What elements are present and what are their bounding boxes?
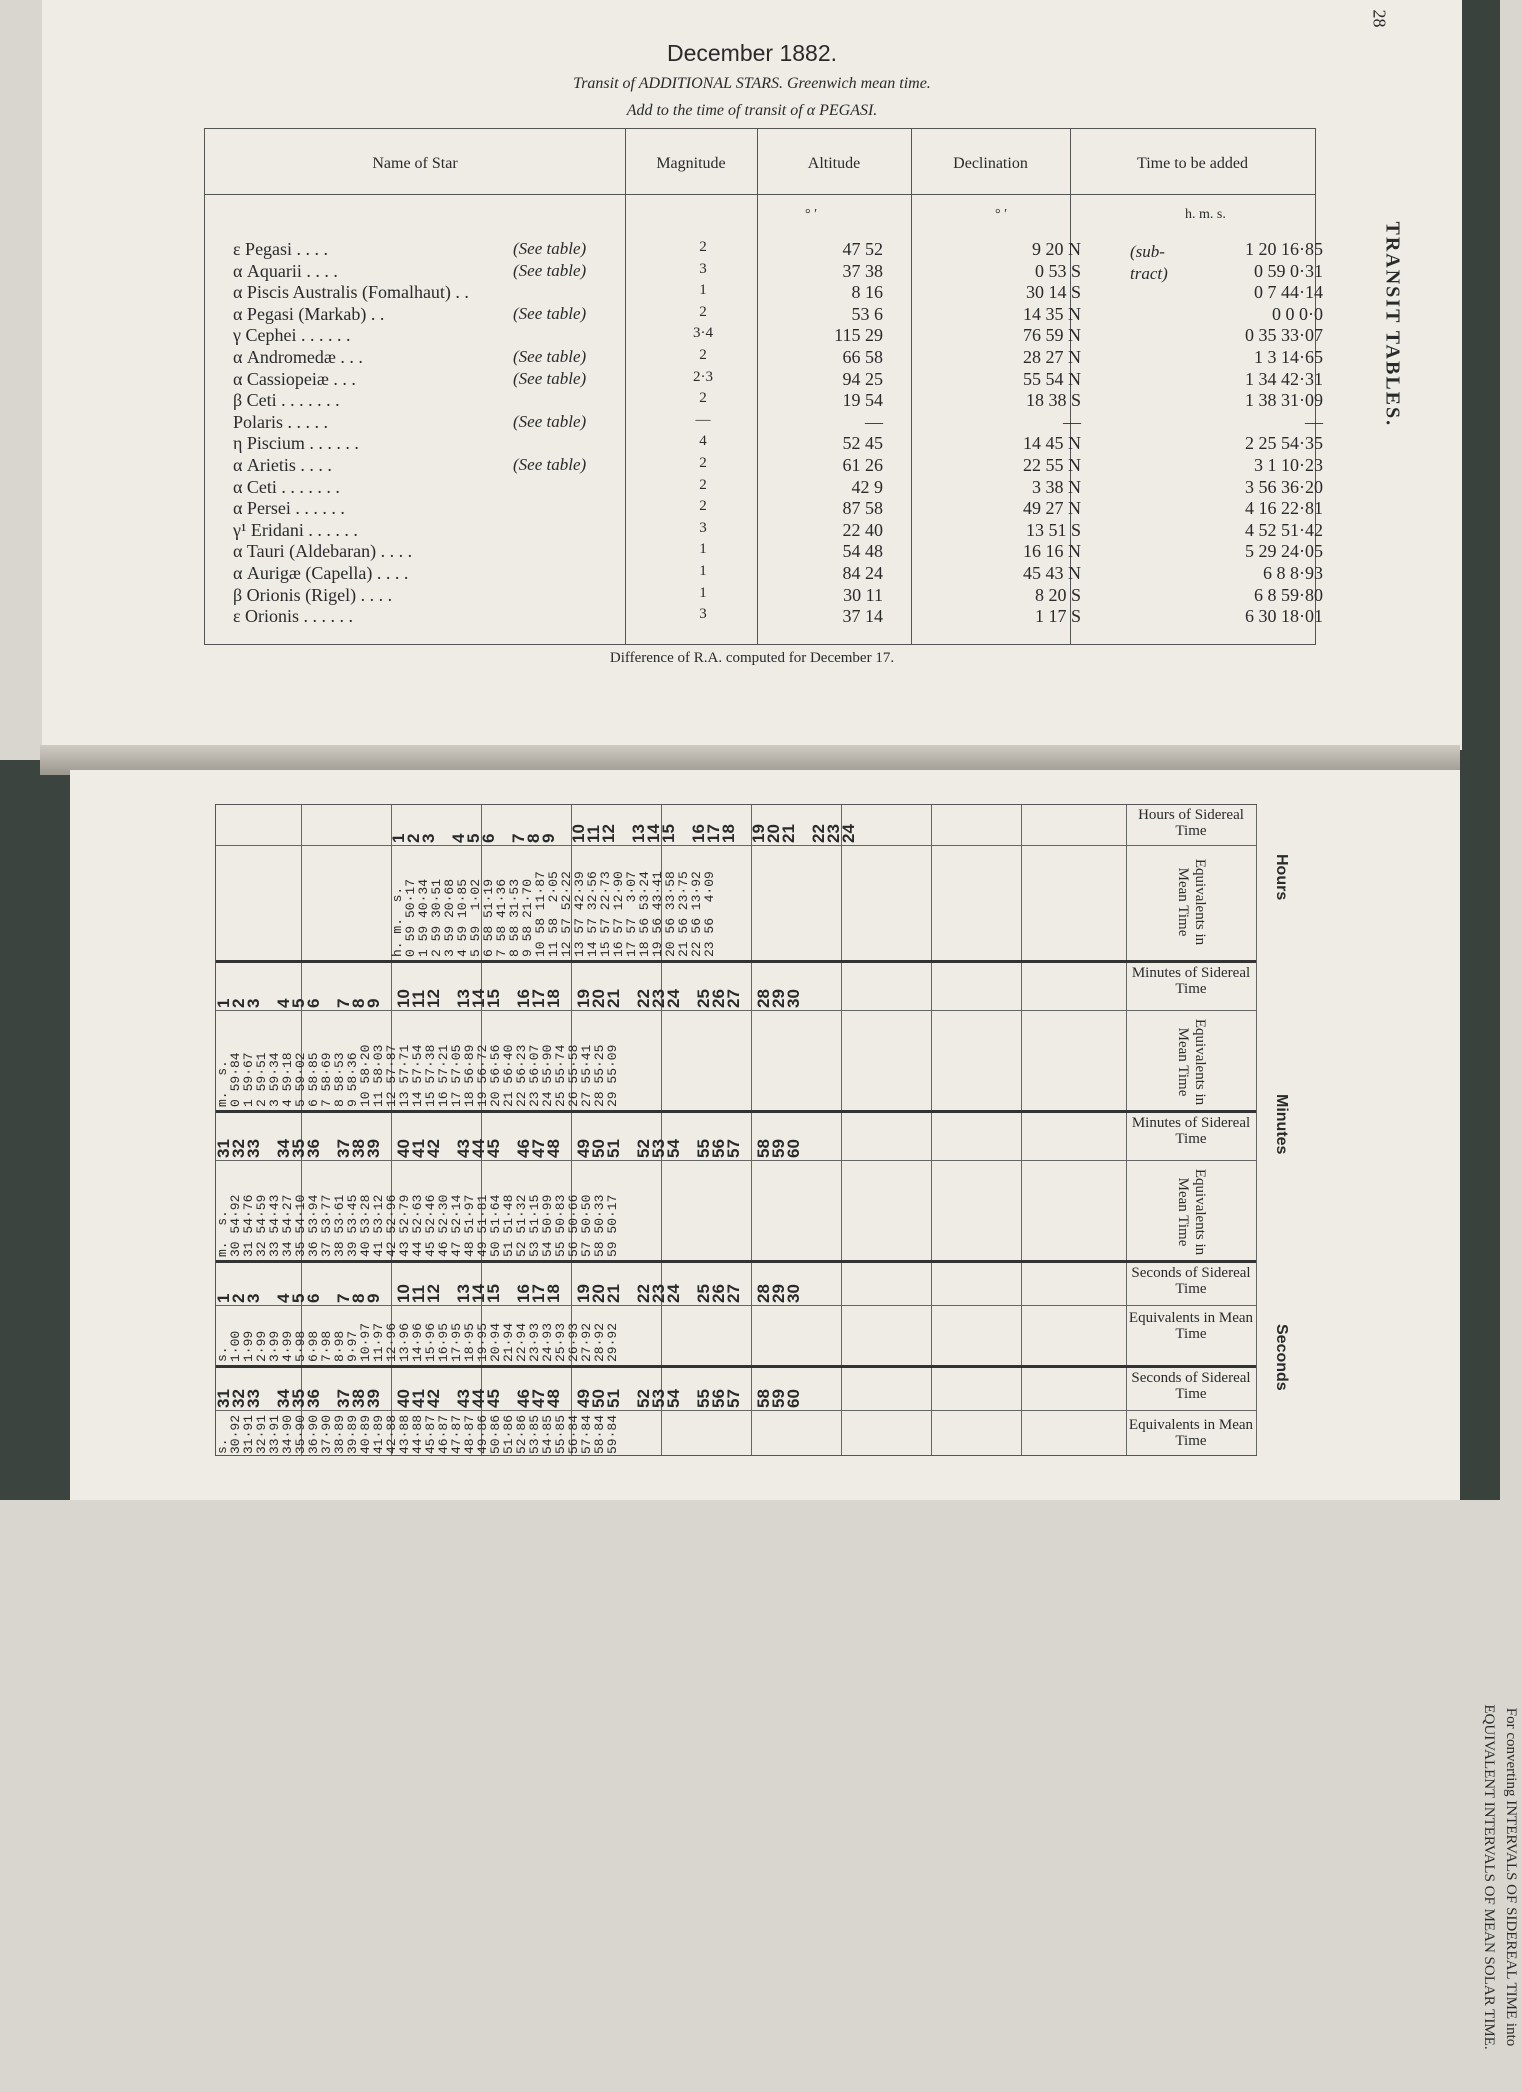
- star-magnitude: 1: [699, 563, 707, 579]
- star-name: γ Cephei . . . . . .: [233, 325, 351, 346]
- header-declination: Declination: [953, 155, 1028, 172]
- minutes-sidereal-args-2: 31 32 33 34 35 36 37 38 39 40 41 42 43 44 45 46 47 48 49 50 51 52 53 54 55 56 57 58 59 60: [214, 1139, 803, 1158]
- hours-sidereal-args: 1 2 3 4 5 6 7 8 9 10 11 12 13 14 15 16 17 18 19 20 21 22 23 24: [389, 824, 858, 843]
- star-altitude: 37 14: [842, 606, 883, 627]
- label-equiv-minutes: Equivalents in Mean Time: [1175, 1018, 1208, 1106]
- star-altitude: —: [865, 411, 883, 432]
- star-name: α Tauri (Aldebaran) . . . .: [233, 541, 413, 562]
- label-minutes-sidereal: Minutes of Sidereal Time: [1131, 965, 1251, 997]
- star-time: 1 34 42·31: [1245, 368, 1323, 389]
- star-time: 6 8 8·93: [1263, 563, 1323, 583]
- star-altitude: 53 6: [851, 303, 883, 324]
- star-magnitude: 3: [699, 606, 707, 623]
- label-minutes-sidereal-2: Minutes of Sidereal Time: [1131, 1115, 1251, 1147]
- star-name: β Orionis (Rigel) . . . .: [233, 584, 393, 605]
- star-declination: 14 35 N: [1023, 303, 1081, 324]
- star-name: α Cassiopeiæ . . .: [233, 368, 356, 389]
- star-altitude: 84 24: [842, 563, 883, 583]
- unit-time: h. m. s.: [1185, 207, 1226, 222]
- star-declination: 14 45 N: [1023, 433, 1081, 454]
- star-time: 4 16 22·81: [1245, 498, 1323, 519]
- star-altitude: 8 16: [851, 282, 883, 303]
- label-equiv-hours: Equivalents in Mean Time: [1175, 858, 1208, 946]
- star-declination: 0 53 S: [1034, 260, 1081, 281]
- star-name: α Piscis Australis (Fomalhaut) . .: [233, 282, 469, 303]
- label-seconds-equiv-2: Equivalents in Mean Time: [1128, 1417, 1254, 1449]
- star-name: β Ceti . . . . . . .: [233, 390, 340, 411]
- star-time: 1 38 31·09: [1245, 390, 1323, 411]
- star-time: —: [1305, 411, 1323, 432]
- star-magnitude: 3: [699, 260, 707, 277]
- label-seconds-equiv: Equivalents in Mean Time: [1128, 1310, 1254, 1342]
- star-name: Polaris . . . . .: [233, 411, 329, 432]
- label-seconds-sidereal: Seconds of Sidereal Time: [1131, 1265, 1251, 1297]
- star-magnitude: 2: [699, 347, 707, 363]
- star-altitude: 22 40: [842, 519, 883, 540]
- star-altitude: 37 38: [842, 260, 883, 281]
- star-time: 3 1 10·23: [1254, 455, 1323, 475]
- star-magnitude: 2: [699, 455, 707, 471]
- book-cover-right: [1460, 0, 1500, 1500]
- unit-altitude: ° ′: [805, 207, 818, 222]
- header-name: Name of Star: [372, 155, 458, 172]
- seconds-equivalents-2: s. 30·92 31·91 32·91 33·91 34·90 35·90 36·90 37·90 38·89 39·89 40·89 41·89 42·88 43·88 44·88 45·87 46·87 47·87 48·87 49·86 50·86 51·86 52·86 53·85 54·85 55·85 56·84 57·84 58·84 59·84: [215, 1414, 620, 1454]
- header-magnitude: Magnitude: [656, 155, 726, 172]
- lower-page: [70, 770, 1519, 2050]
- star-name: α Andromedæ . . .: [233, 347, 363, 367]
- see-table-note: (See table): [513, 347, 587, 366]
- star-declination: 55 54 N: [1023, 368, 1081, 389]
- star-altitude: 19 54: [842, 390, 883, 411]
- star-magnitude: 2: [699, 303, 707, 320]
- star-magnitude: 2: [699, 239, 707, 255]
- star-declination: 8 20 S: [1034, 584, 1081, 605]
- page-number: 28: [1369, 9, 1390, 28]
- see-table-note: (See table): [513, 303, 587, 323]
- star-magnitude: 2: [699, 390, 707, 407]
- star-magnitude: 4: [699, 433, 707, 450]
- star-time: 0 35 33·07: [1245, 325, 1323, 346]
- minutes-sidereal-args: 1 2 3 4 5 6 7 8 9 10 11 12 13 14 15 16 17 18 19 20 21 22 23 24 25 26 27 28 29 30: [214, 989, 803, 1008]
- star-name: α Aquarii . . . .: [233, 260, 338, 281]
- subtitle: Transit of ADDITIONAL STARS. Greenwich mean time.: [573, 75, 931, 92]
- star-time: 2 25 54·35: [1245, 433, 1323, 454]
- star-declination: 22 55 N: [1023, 455, 1081, 475]
- star-declination: 49 27 N: [1023, 498, 1081, 519]
- star-time: 0 59 0·31: [1254, 260, 1323, 281]
- star-name: α Persei . . . . . .: [233, 498, 345, 519]
- see-table-note: (See table): [513, 411, 587, 431]
- star-declination: —: [1063, 411, 1081, 432]
- star-declination: 1 17 S: [1034, 606, 1081, 627]
- section-hours: Hours: [1273, 854, 1290, 901]
- star-row: [205, 303, 1323, 325]
- conversion-table: [214, 804, 1290, 1456]
- star-row: [205, 325, 1323, 346]
- star-name: α Arietis . . . .: [233, 455, 332, 475]
- section-seconds: Seconds: [1273, 1324, 1290, 1391]
- header-time: Time to be added: [1137, 155, 1248, 172]
- star-time: 5 29 24·05: [1245, 541, 1323, 562]
- label-hours-sidereal: Hours of Sidereal Time: [1138, 807, 1244, 839]
- seconds-sidereal-args: 1 2 3 4 5 6 7 8 9 10 11 12 13 14 15 16 17 18 19 20 21 22 23 24 25 26 27 28 29 30: [214, 1284, 803, 1303]
- star-declination: 13 51 S: [1025, 519, 1081, 540]
- star-row: [205, 390, 1323, 411]
- star-magnitude: 3: [699, 519, 707, 536]
- star-name: α Ceti . . . . . . .: [233, 476, 340, 497]
- hours-equivalents: h. m. s. 0 59 50·17 1 59 40·34 2 59 30·51 3 59 20·68 4 59 10·85 5 59 1·02 6 58 51·19 7 58 41·36 8 58 31·53 9 58 21·70 10 58 11·87 11 58 2·05 12 57 52·22 13 57 42·39 14 57 32·56 15 57 22·73 16 57 12·90 17 57 3·07 18 56 53·24 19 56 43·41 20 56 33·58 21 56 23·75 22 56 13·92 23 56 4·09: [390, 871, 717, 957]
- star-time: 0 7 44·14: [1254, 282, 1323, 303]
- star-magnitude: 2: [699, 498, 707, 515]
- label-equiv-minutes-2: Equivalents in Mean Time: [1175, 1168, 1208, 1256]
- star-time: 6 30 18·01: [1245, 606, 1323, 627]
- star-declination: 28 27 N: [1023, 347, 1081, 367]
- star-altitude: 66 58: [842, 347, 883, 367]
- star-magnitude: 1: [699, 282, 707, 299]
- seconds-sidereal-args-2: 31 32 33 34 35 36 37 38 39 40 41 42 43 44 45 46 47 48 49 50 51 52 53 54 55 56 57 58 59 60: [214, 1389, 803, 1408]
- star-altitude: 30 11: [843, 584, 883, 605]
- seconds-equivalents: s. 1·00 1·99 2·99 3·99 4·99 5·98 6·98 7·98 8·98 9·97 10·97 11·97 12·96 13·96 14·96 15·96 16·95 17·95 18·95 19·95 20·94 21·94 22·94 23·93 24·93 25·93 26·93 27·92 28·92 29·92: [215, 1322, 620, 1362]
- see-table-note: (See table): [513, 239, 587, 258]
- minutes-equivalents-2: m. s. 30 54·92 31 54·76 32 54·59 33 54·43 34 54·27 35 54·10 36 53·94 37 53·77 38 53·61 39 53·45 40 53·28 41 53·12 42 52·96 43 52·79 44 52·63 45 52·46 46 52·30 47 52·14 48 51·97 49 51·81 50 51·64 51 51·48 52 51·32 53 51·15 54 50·99 55 50·83 56 50·66 57 50·50 58 50·33 59 50·17: [215, 1194, 620, 1257]
- star-magnitude: 1: [699, 541, 707, 558]
- star-declination: 30 14 S: [1025, 282, 1081, 303]
- star-altitude: 61 26: [842, 455, 883, 475]
- see-table-note: (See table): [513, 455, 587, 474]
- star-magnitude: —: [695, 411, 711, 428]
- star-row: [205, 347, 1323, 368]
- star-row: [205, 411, 1323, 433]
- star-row: [205, 282, 1323, 303]
- star-magnitude: 3·4: [693, 325, 713, 342]
- star-altitude: 47 52: [842, 239, 883, 259]
- star-row: [205, 433, 1323, 454]
- star-declination: 16 16 N: [1023, 541, 1081, 562]
- star-time: 3 56 36·20: [1245, 476, 1323, 497]
- star-row: [205, 455, 1323, 476]
- star-magnitude: 1: [699, 584, 707, 601]
- star-name: ε Orionis . . . . . .: [233, 606, 354, 627]
- see-table-note: (See table): [513, 368, 587, 388]
- star-name: α Aurigæ (Capella) . . . .: [233, 563, 409, 583]
- running-head: TRANSIT TABLES.: [1381, 221, 1404, 428]
- star-name: ε Pegasi . . . .: [233, 239, 329, 259]
- star-name: η Piscium . . . . . .: [233, 433, 359, 454]
- star-time: 1 3 14·65: [1254, 347, 1323, 367]
- star-declination: 18 38 S: [1025, 390, 1081, 411]
- star-declination: 45 43 N: [1023, 563, 1081, 583]
- footnote: Difference of R.A. computed for December 17.: [609, 650, 895, 666]
- page-title: December 1882.: [666, 40, 838, 66]
- book-cover-left: [0, 760, 70, 1500]
- star-altitude: 115 29: [834, 325, 883, 346]
- star-altitude: 42 9: [851, 476, 883, 497]
- star-name: α Pegasi (Markab) . .: [233, 303, 385, 324]
- star-row: [205, 368, 1323, 390]
- minutes-equivalents: m. s. 0 59·84 1 59·67 2 59·51 3 59·34 4 59·18 5 59·02 6 58·85 7 58·69 8 58·53 9 58·36 10 58·20 11 58·03 12 57·87 13 57·71 14 57·54 15 57·38 16 57·21 17 57·05 18 56·89 19 56·72 20 56·56 21 56·40 22 56·23 23 56·07 24 55·90 25 55·74 26 55·58 27 55·41 28 55·25 29 55·09: [215, 1044, 620, 1107]
- star-magnitude: 2: [699, 476, 707, 493]
- star-row: [205, 260, 1323, 282]
- table-caption: For converting INTERVALS OF SIDEREAL TIME into EQUIVALENT INTERVALS OF MEAN SOLAR TIME.: [1481, 1704, 1519, 2050]
- star-row: [205, 239, 1323, 260]
- star-declination: 3 38 N: [1032, 476, 1081, 497]
- star-name: γ¹ Eridani . . . . . .: [233, 519, 358, 540]
- star-declination: 76 59 N: [1023, 325, 1081, 346]
- star-altitude: 94 25: [842, 368, 883, 389]
- star-altitude: 52 45: [842, 433, 883, 454]
- star-time: 0 0 0·0: [1272, 303, 1323, 324]
- star-altitude: 87 58: [842, 498, 883, 519]
- star-time: 4 52 51·42: [1245, 519, 1323, 540]
- star-altitude: 54 48: [842, 541, 883, 562]
- star-declination: 9 20 N: [1032, 239, 1081, 259]
- subtract-note: (sub- tract): [1130, 242, 1168, 283]
- header-altitude: Altitude: [807, 155, 861, 172]
- star-time: 6 8 59·80: [1254, 584, 1323, 605]
- star-magnitude: 2·3: [693, 368, 713, 385]
- label-seconds-sidereal-2: Seconds of Sidereal Time: [1131, 1370, 1251, 1402]
- see-table-note: (See table): [513, 260, 587, 280]
- subtitle-note: Add to the time of transit of α PEGASI.: [626, 102, 878, 119]
- star-time: 1 20 16·85: [1245, 239, 1323, 259]
- unit-declination: ° ′: [995, 207, 1008, 222]
- section-minutes: Minutes: [1273, 1094, 1290, 1155]
